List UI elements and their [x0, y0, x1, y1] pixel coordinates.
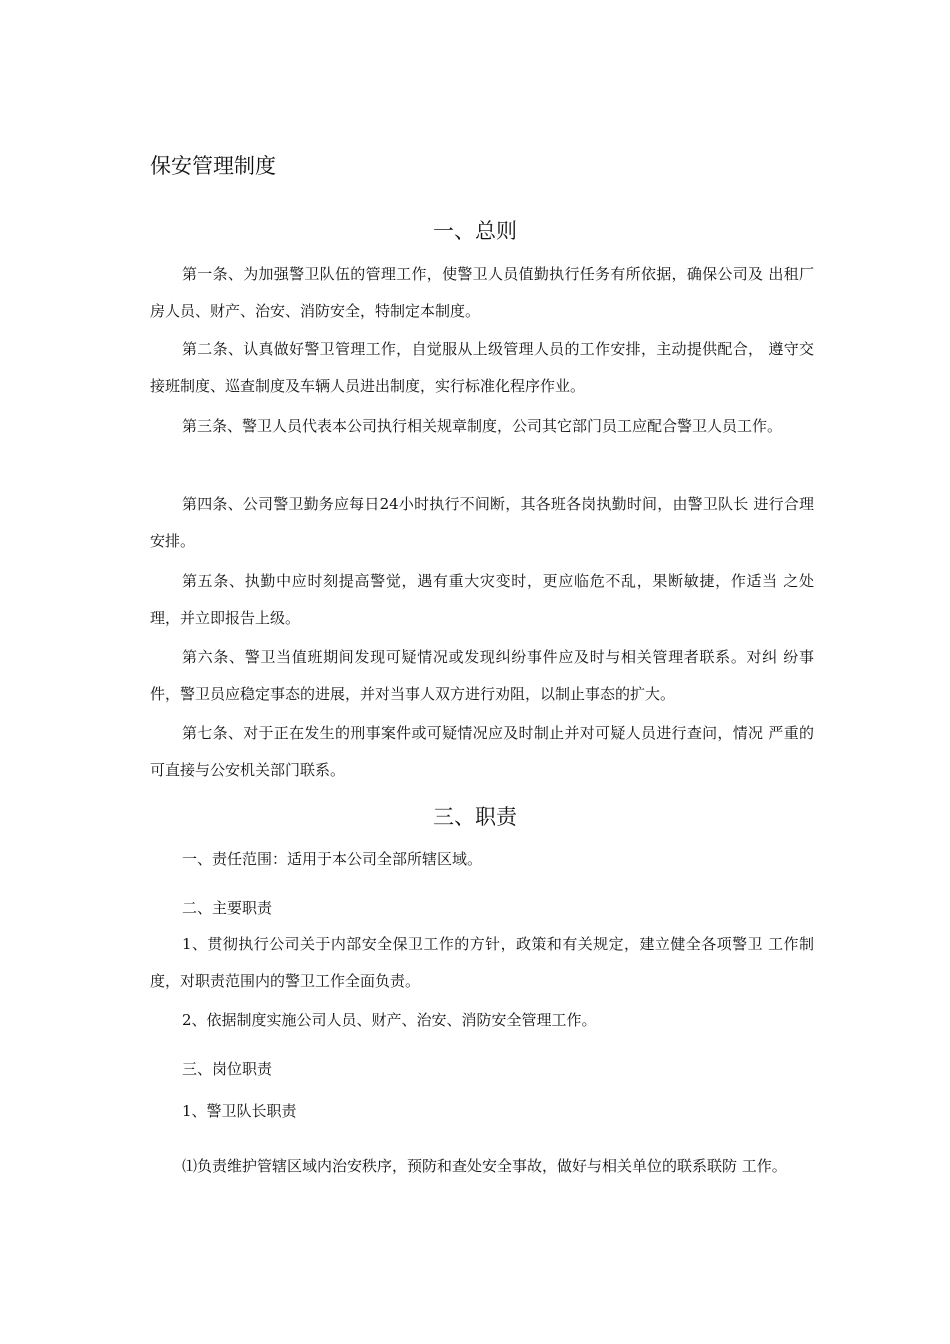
article-4: 第四条、公司警卫勤务应每日24小时执行不间断，其各班各岗执勤时间，由警卫队长 进行合理安排。: [150, 495, 814, 550]
captain-duty-1: ⑴负责维护管辖区域内治安秩序，预防和查处安全事故，做好与相关单位的联系联防 工作。: [182, 1157, 787, 1175]
article-2: 第二条、认真做好警卫管理工作，自觉服从上级管理人员的工作安排，主动提供配合， 遵守交接班制度、巡查制度及车辆人员进出制度，实行标准化程序作业。: [150, 340, 814, 395]
article-5: 第五条、执勤中应时刻提高警觉，遇有重大灾变时，更应临危不乱，果断敏捷，作适当 之处理，并立即报告上级。: [150, 572, 814, 627]
main-duty-1: 1、贯彻执行公司关于内部安全保卫工作的方针，政策和有关规定，建立健全各项警卫 工作制度，对职责范围内的警卫工作全面负责。: [150, 935, 814, 990]
section-heading-duties: 三、职责: [433, 805, 517, 829]
section-heading-general: 一、总则: [433, 219, 517, 243]
article-1: 第一条、为加强警卫队伍的管理工作，使警卫人员值勤执行任务有所依据，确保公司及 出租厂房人员、财产、治安、消防安全，特制定本制度。: [150, 265, 814, 320]
article-7: 第七条、对于正在发生的刑事案件或可疑情况应及时制止并对可疑人员进行查问，情况 严重的可直接与公安机关部门联系。: [150, 724, 814, 779]
article-3: 第三条、警卫人员代表本公司执行相关规章制度，公司其它部门员工应配合警卫人员工作。: [182, 417, 783, 435]
main-duties-heading: 二、主要职责: [182, 899, 273, 917]
main-duty-2: 2、依据制度实施公司人员、财产、治安、消防安全管理工作。: [182, 1011, 597, 1029]
post-duties-heading: 三、岗位职责: [182, 1060, 273, 1078]
captain-duties-heading: 1、警卫队长职责: [182, 1102, 297, 1120]
document-title: 保安管理制度: [150, 154, 276, 178]
article-6: 第六条、警卫当值班期间发现可疑情况或发现纠纷事件应及时与相关管理者联系。对纠 纷事件，警卫员应稳定事态的进展，并对当事人双方进行劝阻，以制止事态的扩大。: [150, 648, 814, 703]
scope-line: 一、责任范围：适用于本公司全部所辖区域。: [182, 850, 483, 868]
